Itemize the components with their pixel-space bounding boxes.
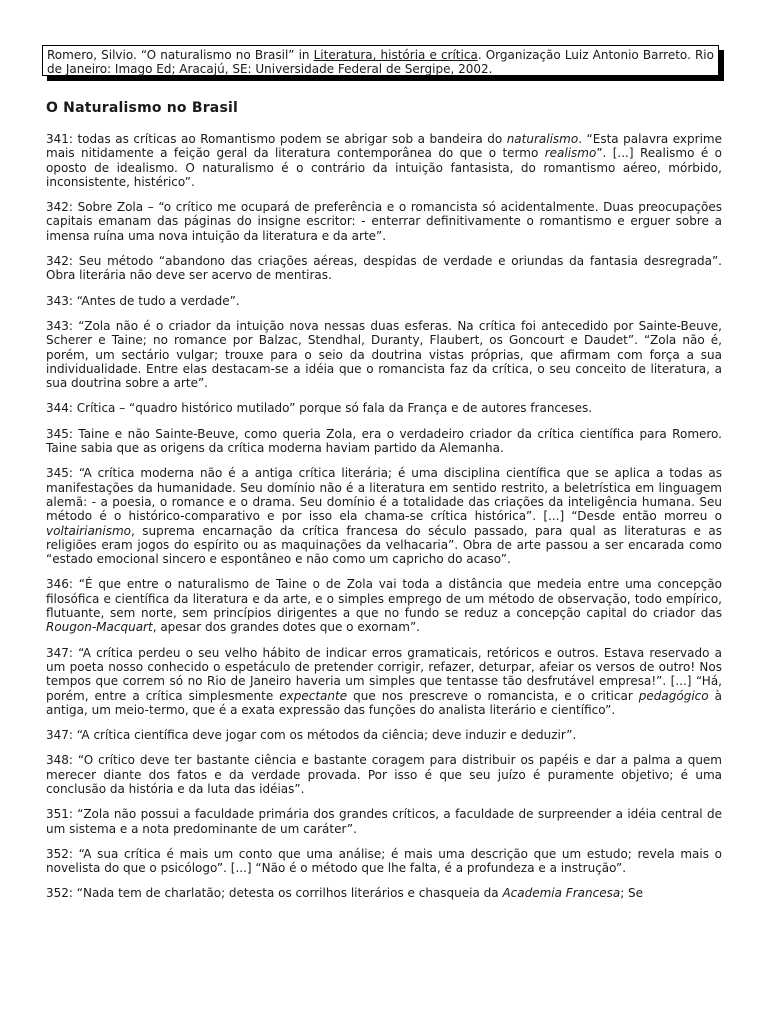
text-run: 352: “A sua crítica é mais um conto que uma análise; é mais uma descrição que um estudo; revela mais o novelista do que o psicólogo”. [...] “Não é o método que lhe falta, é a profundeza e a instrução”.: [46, 846, 722, 876]
reference-book-title: Literatura, história e crítica: [313, 48, 478, 62]
italic-text: voltairianismo: [46, 523, 132, 538]
text-run: 343: “Zola não é o criador da intuição nova nessas duas esferas. Na crítica foi antecedido por Sainte-Beuve, Scherer e Taine; no romance por Balzac, Stendhal, Duranty, Flaubert, os Goncourt e Daudet”. “Zola não é, porém, um sectário vulgar; trouxe para o seio da doutrina vistas próprias, que afirmam com força a sua individualidade. Entre elas destacam-se a idéia que o romancista faz da crítica, o seu conceito de literatura, a sua doutrina sobre a arte”.: [46, 318, 722, 391]
italic-text: expectante: [279, 688, 348, 703]
document-body: [46, 132, 722, 901]
italic-text: pedagógico: [638, 688, 709, 703]
text-run: , suprema encarnação da crítica francesa do século passado, para qual as literaturas e as religiões eram jogos do espírito ou as maquinações da velhacaria”. Obra de arte passou a ser encarada como “estado emocional sincero e espontâneo e não como um capricho do acaso”.: [46, 523, 722, 567]
paragraph: [46, 886, 722, 900]
italic-text: Rougon-Macquart: [46, 620, 153, 635]
page-title: O Naturalismo no Brasil: [46, 100, 238, 116]
text-run: 348: “O crítico deve ter bastante ciência e bastante coragem para distribuir os papéis e dar a palma a quem merecer diante dos fatos e da verdade provada. Por isso é que seu juízo é puramente objetivo; é uma conclusão da história e da luta das idéias”.: [46, 753, 722, 796]
text-run: que nos prescreve o romancista, e o criticar: [347, 688, 639, 703]
text-run: 343: “Antes de tudo a verdade”.: [46, 293, 240, 308]
text-run: 346: “É que entre o naturalismo de Taine o de Zola vai toda a distância que medeia entre uma concepção filosófica e científica da literatura e da arte, e o simples emprego de um método de observação, todo empírico, flutuante, sem norte, sem princípios dirigentes a que no fundo se reduz a concepção capital do criador das: [46, 577, 722, 621]
paragraph: [46, 577, 722, 634]
paragraph: [46, 728, 722, 742]
text-run: 352: “Nada tem de charlatão; detesta os corrilhos literários e chasqueia da: [46, 886, 503, 901]
paragraph: [46, 646, 722, 717]
reference-suffix: . Organização Luiz Antonio Barreto. Rio de Janeiro: Imago Ed; Aracajú, SE: Universidade Federal de Sergipe, 2002.: [47, 48, 714, 76]
italic-text: Academia Francesa: [502, 886, 621, 901]
paragraph: [46, 753, 722, 796]
text-run: à antiga, um meio-termo, que é a exata expressão das funções do analista literário e científico”.: [46, 688, 723, 717]
paragraph: [46, 807, 722, 836]
text-run: 342: Sobre Zola – “o crítico me ocupará de preferência e o romancista só acidentalmente. Duas preocupações capitais emanam das páginas do insigne escritor: - enterrar definitivamente o romantismo e erguer sobre a imensa ruína uma nova intuição da literatura e da arte”.: [46, 200, 722, 243]
text-run: 347: “A crítica científica deve jogar com os métodos da ciência; deve induzir e deduzir”.: [46, 728, 577, 743]
text-run: 351: “Zola não possui a faculdade primária dos grandes críticos, a faculdade de surpreender a idéia central de um sistema e a nota predominante de um caráter”.: [46, 807, 722, 836]
paragraph: [46, 319, 722, 390]
text-run: 342: Seu método “abandono das criações aéreas, despidas de verdade e oriundas da fantasia desregrada”. Obra literária não deve ser acervo de mentiras.: [46, 254, 722, 283]
paragraph: [46, 401, 722, 415]
italic-text: naturalismo: [506, 132, 579, 146]
paragraph: [46, 294, 722, 308]
text-run: 344: Crítica – “quadro histórico mutilado” porque só fala da França e de autores franceses.: [46, 401, 593, 416]
text-run: ; Se: [620, 886, 644, 901]
paragraph: [46, 427, 722, 456]
bibliographic-reference-box: [42, 45, 719, 76]
paragraph: [46, 847, 722, 876]
text-run: , apesar dos grandes dotes que o exornam”.: [152, 620, 420, 635]
text-run: 345: “A crítica moderna não é a antiga crítica literária; é uma disciplina científica que se aplica a todas as manifestações da humanidade. Seu domínio não é a literatura em sentido restrito, a beletrística em linguagem alemã: - a poesia, o romance e o drama. Seu domínio é a totalidade das criações da inteligência humana. Seu método é o histórico-comparativo e por isso ela chama-se crítica histórica”. [...] “Desde então morreu o: [46, 466, 722, 524]
text-run: . “Esta palavra exprime mais nitidamente a feição geral da literatura contemporânea do que o termo: [46, 132, 722, 161]
paragraph: [46, 466, 722, 566]
italic-text: realismo: [544, 146, 597, 161]
paragraph: [46, 132, 722, 189]
text-run: 345: Taine e não Sainte-Beuve, como queria Zola, era o verdadeiro criador da crítica científica para Romero. Taine sabia que as origens da crítica moderna haviam partido da Alemanha.: [46, 426, 722, 456]
reference-prefix: Romero, Silvio. “O naturalismo no Brasil” in: [47, 48, 314, 62]
paragraph: [46, 200, 722, 243]
text-run: 347: “A crítica perdeu o seu velho hábito de indicar erros gramaticais, retóricos e outros. Estava reservado a um poeta nosso conhecido o espetáculo de pretender corrigir, refazer, deturpar, afeiar os versos de outro! Nos tempos que correm só no Rio de Janeiro haveria um simples que tentasse tão desfrutável empresa!”. [...] “Há, porém, entre a crítica simplesmente: [46, 645, 722, 703]
text-run: 341: todas as críticas ao Romantismo podem se abrigar sob a bandeira do: [46, 132, 507, 146]
text-run: ”. [...] Realismo é o oposto de idealismo. O naturalismo é o contrário da intuição fantasista, do romantismo aéreo, mórbido, inconsistente, histérico”.: [46, 146, 722, 189]
paragraph: [46, 254, 722, 283]
